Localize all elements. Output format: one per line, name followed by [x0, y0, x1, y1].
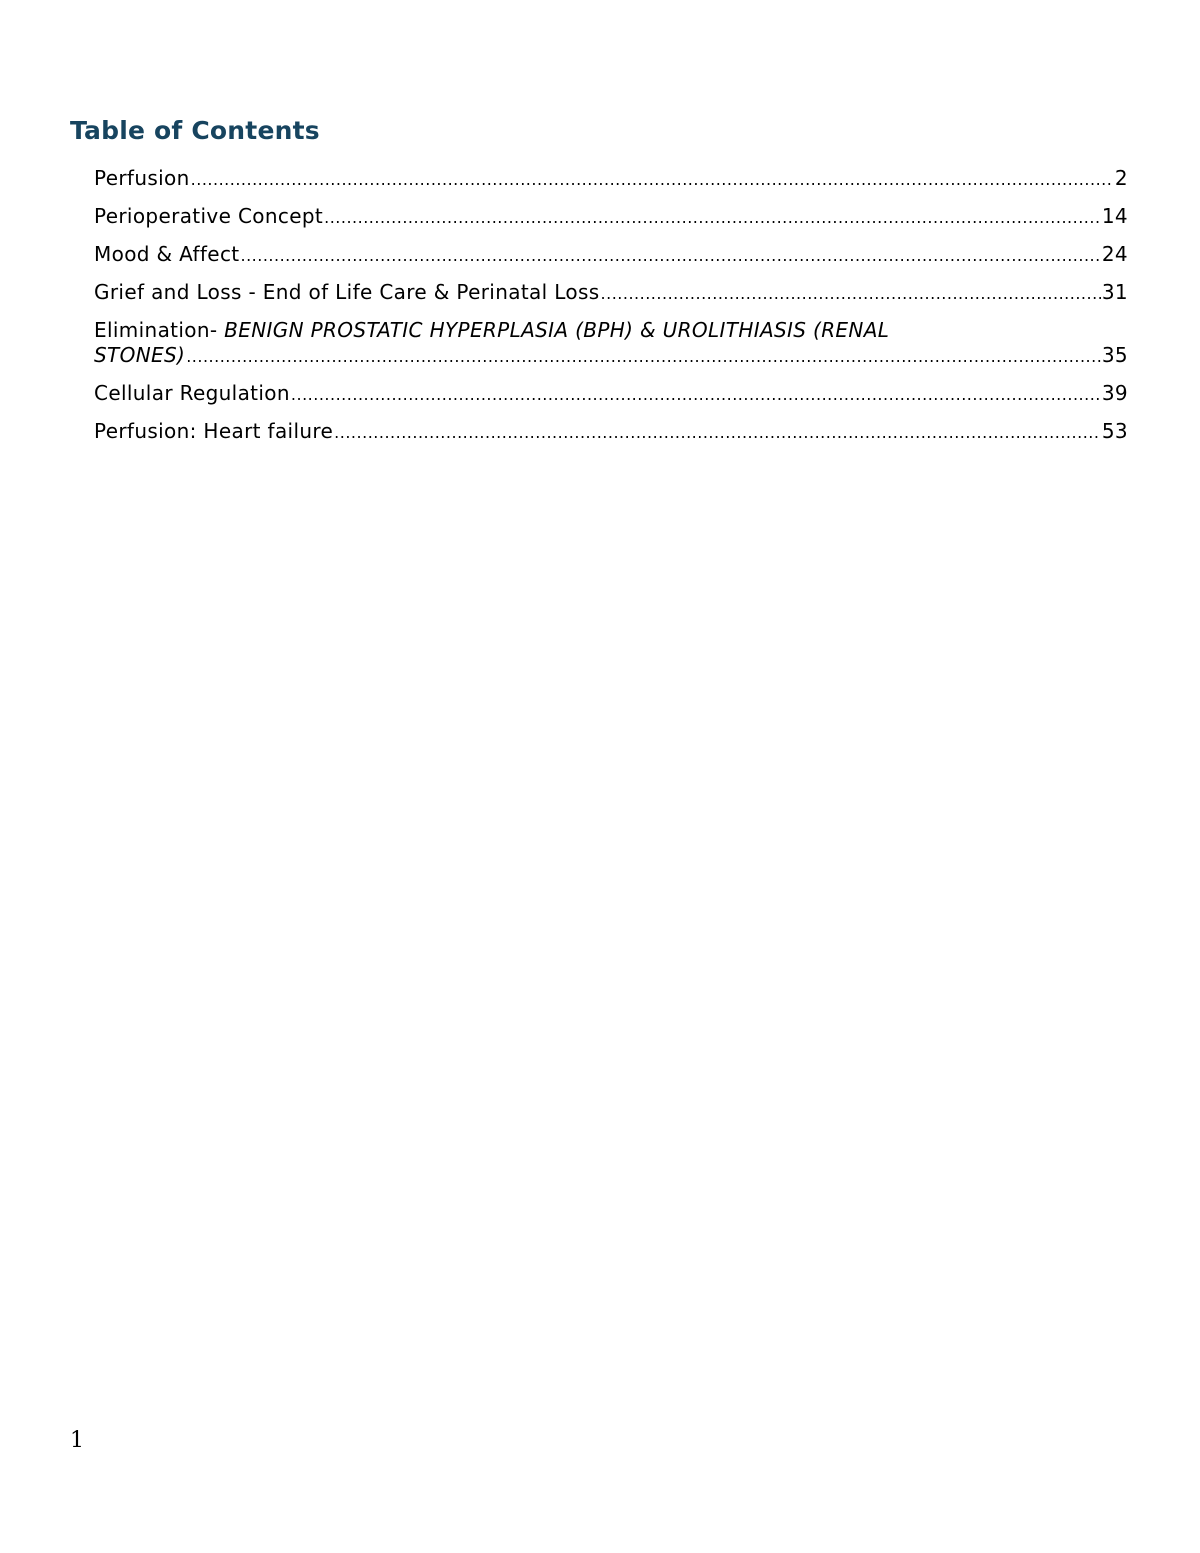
- toc-entry-title: Perioperative Concept: [94, 204, 324, 228]
- toc-dot-leader: [334, 420, 1101, 445]
- toc-entry-perfusion[interactable]: [94, 166, 1128, 192]
- toc-entry-page: 31: [1101, 280, 1128, 304]
- toc-entry-title: Mood & Affect: [94, 242, 240, 266]
- toc-entry-page: 24: [1101, 242, 1128, 266]
- toc-heading: Table of Contents: [70, 116, 320, 145]
- toc-entry-page: 2: [1114, 166, 1128, 190]
- toc-entry-title: Perfusion: [94, 166, 190, 190]
- toc-entry-mood-affect[interactable]: [94, 242, 1128, 268]
- toc-entry-title-continuation: STONES): [94, 343, 186, 367]
- toc-entry-perioperative-concept[interactable]: [94, 204, 1128, 230]
- toc-dot-leader: [240, 243, 1100, 268]
- toc-entry-page: 53: [1101, 419, 1128, 443]
- toc-entry-page: 14: [1101, 204, 1128, 228]
- toc-list: [94, 166, 1128, 457]
- toc-dot-leader: [186, 344, 1101, 369]
- page-number: 1: [70, 1428, 84, 1453]
- toc-entry-title-plain: Elimination-: [94, 318, 218, 342]
- toc-dot-leader: [601, 281, 1101, 306]
- toc-entry-title-line1: [94, 318, 1128, 343]
- toc-entry-cellular-regulation[interactable]: [94, 381, 1128, 407]
- toc-entry-page: 39: [1101, 381, 1128, 405]
- toc-entry-grief-and-loss[interactable]: [94, 280, 1128, 306]
- toc-dot-leader: [191, 167, 1114, 192]
- toc-entry-title-italic: BENIGN PROSTATIC HYPERPLASIA (BPH) & UROLITHIASIS (RENAL: [217, 318, 890, 342]
- toc-dot-leader: [324, 205, 1101, 230]
- toc-entry-title: Grief and Loss - End of Life Care & Perinatal Loss: [94, 280, 600, 304]
- toc-entry-title: Perfusion: Heart failure: [94, 419, 334, 443]
- toc-entry-elimination[interactable]: [94, 318, 1128, 369]
- toc-entry-heart-failure[interactable]: [94, 419, 1128, 445]
- toc-entry-page: 35: [1101, 343, 1128, 367]
- toc-entry-title: Cellular Regulation: [94, 381, 290, 405]
- toc-dot-leader: [291, 382, 1101, 407]
